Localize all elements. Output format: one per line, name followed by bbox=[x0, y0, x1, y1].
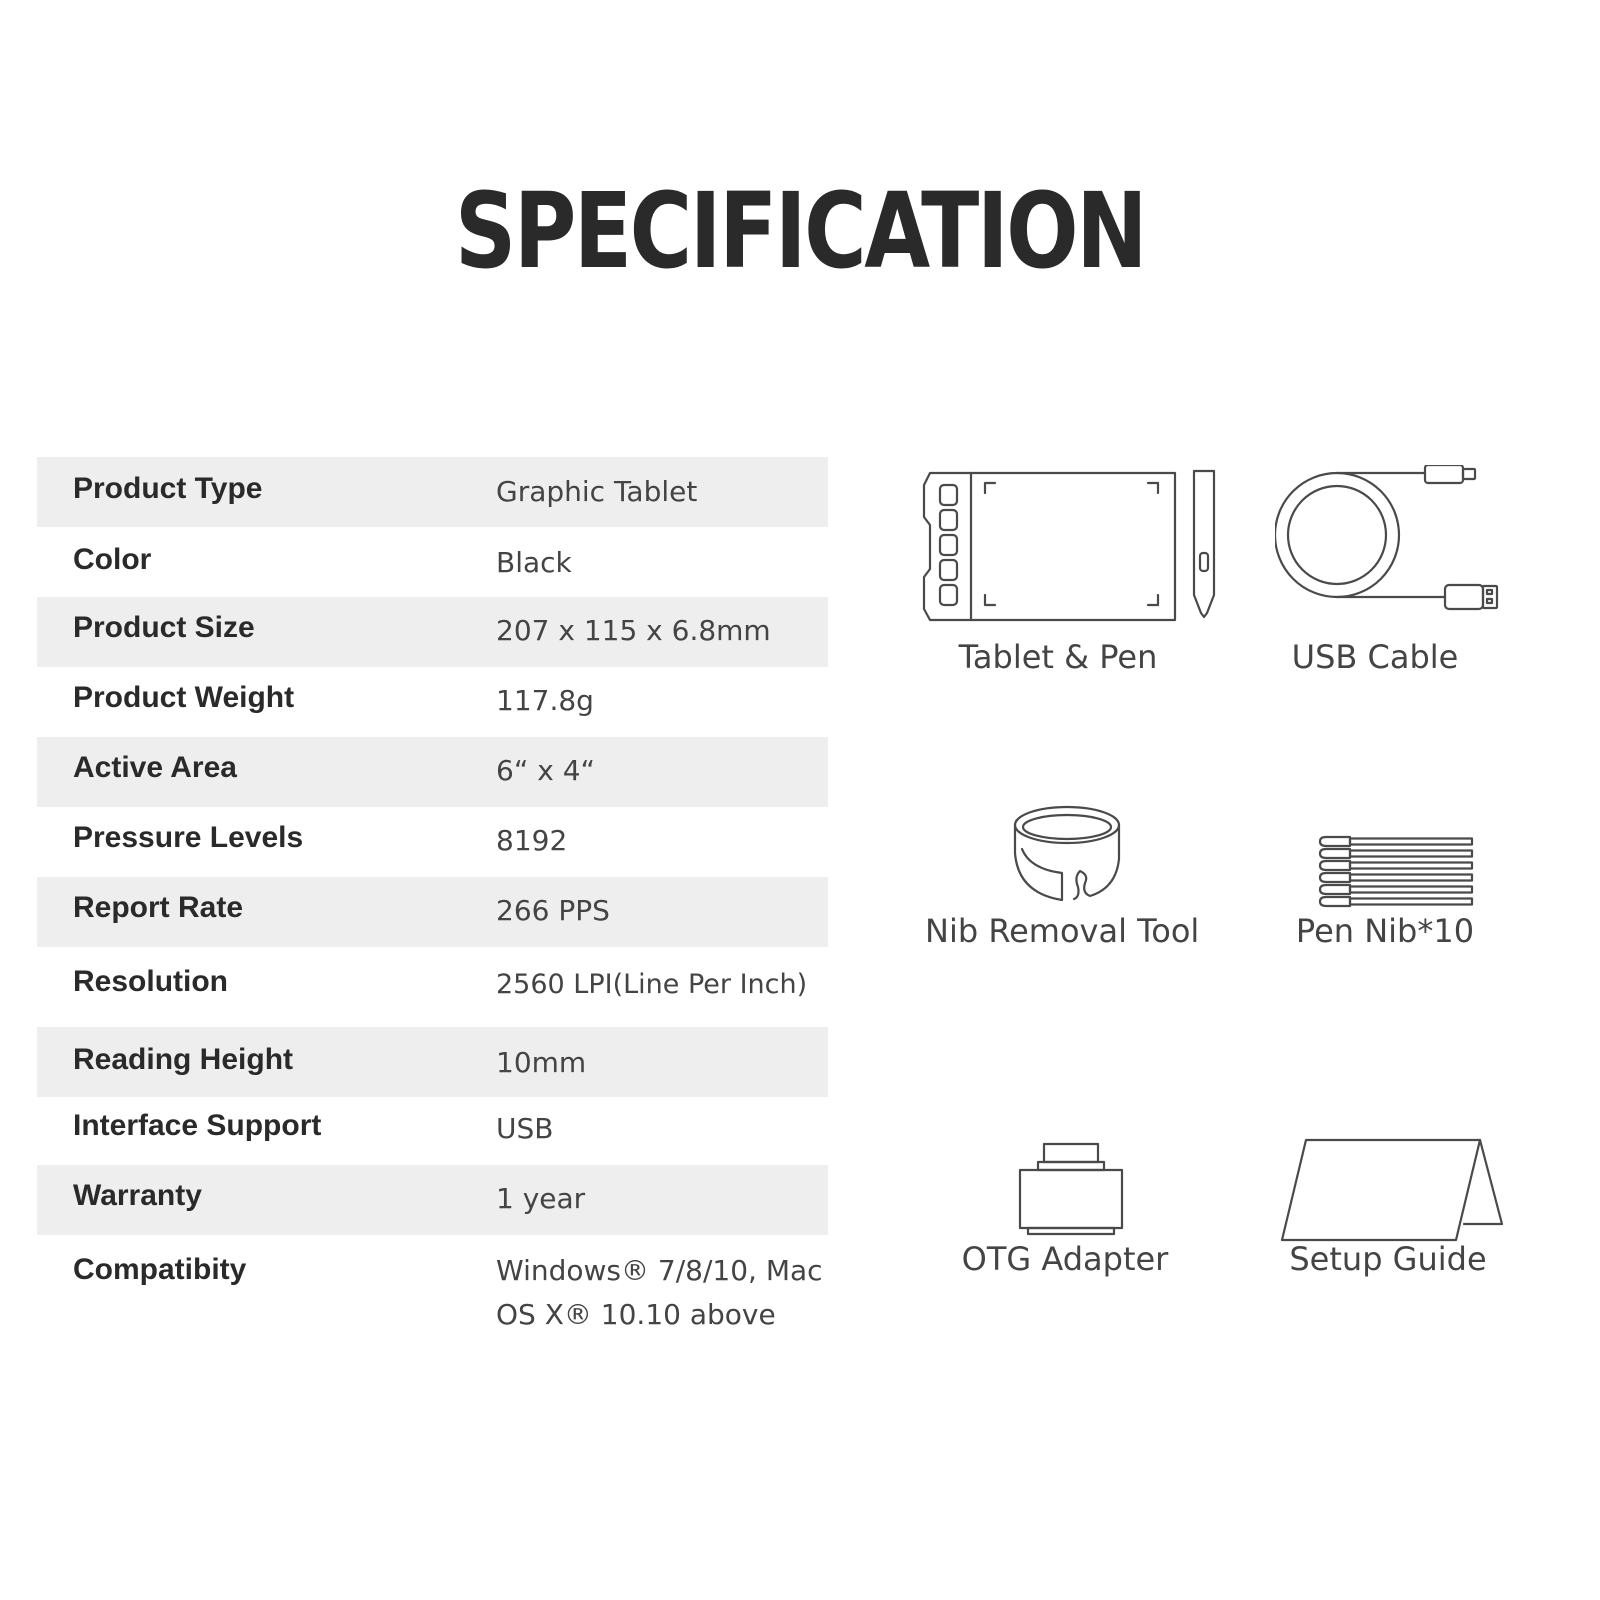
spec-value: 117.8g bbox=[496, 684, 594, 717]
spec-value: 266 PPS bbox=[496, 894, 610, 927]
spec-row bbox=[37, 667, 828, 737]
package-label: Tablet & Pen bbox=[958, 638, 1158, 676]
spec-value: Graphic Tablet bbox=[496, 475, 698, 508]
spec-label: Interface Support bbox=[73, 1109, 322, 1142]
spec-label: Pressure Levels bbox=[73, 821, 304, 854]
spec-label: Color bbox=[73, 543, 152, 576]
spec-value: Windows® 7/8/10, Mac OS X® 10.10 above bbox=[496, 1254, 823, 1331]
pen-nibs-icon bbox=[1318, 835, 1478, 915]
spec-row bbox=[37, 737, 828, 807]
page-title: SPECIFICATION bbox=[454, 170, 1146, 292]
spec-label: Reading Height bbox=[73, 1043, 294, 1076]
tablet-pen-icon bbox=[920, 465, 1260, 645]
spec-value: Black bbox=[496, 546, 572, 579]
spec-row bbox=[37, 1165, 828, 1235]
spec-label: Resolution bbox=[73, 965, 228, 998]
package-label: Pen Nib*10 bbox=[1295, 912, 1475, 950]
spec-value: 207 x 115 x 6.8mm bbox=[496, 614, 771, 647]
package-label: USB Cable bbox=[1291, 638, 1459, 676]
spec-label: Product Size bbox=[73, 611, 255, 644]
setup-guide-icon bbox=[1280, 1138, 1520, 1248]
spec-row bbox=[37, 527, 828, 597]
spec-row bbox=[37, 877, 828, 947]
spec-row bbox=[37, 947, 828, 1027]
spec-row bbox=[37, 1027, 828, 1097]
spec-label: Active Area bbox=[73, 751, 237, 784]
spec-label: Report Rate bbox=[73, 891, 244, 924]
spec-row bbox=[37, 807, 828, 877]
otg-adapter-icon bbox=[1018, 1142, 1128, 1242]
package-label: Setup Guide bbox=[1289, 1240, 1487, 1278]
spec-label: Warranty bbox=[73, 1179, 202, 1212]
spec-label: Compatibity bbox=[73, 1253, 247, 1286]
spec-value: 2560 LPI(Line Per Inch) bbox=[496, 969, 808, 1000]
spec-row bbox=[37, 1235, 828, 1355]
spec-value: 10mm bbox=[496, 1046, 587, 1079]
nib-removal-tool-icon bbox=[1010, 803, 1130, 913]
spec-row bbox=[37, 1097, 828, 1165]
spec-value: USB bbox=[496, 1112, 554, 1145]
package-label: OTG Adapter bbox=[961, 1240, 1169, 1278]
spec-value: 8192 bbox=[496, 824, 568, 857]
spec-label: Product Weight bbox=[73, 681, 295, 714]
package-label: Nib Removal Tool bbox=[925, 912, 1200, 950]
spec-value: 1 year bbox=[496, 1182, 586, 1215]
spec-row bbox=[37, 457, 828, 527]
spec-row bbox=[37, 597, 828, 667]
spec-value: 6“ x 4“ bbox=[496, 754, 596, 787]
usb-cable-icon bbox=[1275, 465, 1505, 625]
spec-label: Product Type bbox=[73, 472, 263, 505]
